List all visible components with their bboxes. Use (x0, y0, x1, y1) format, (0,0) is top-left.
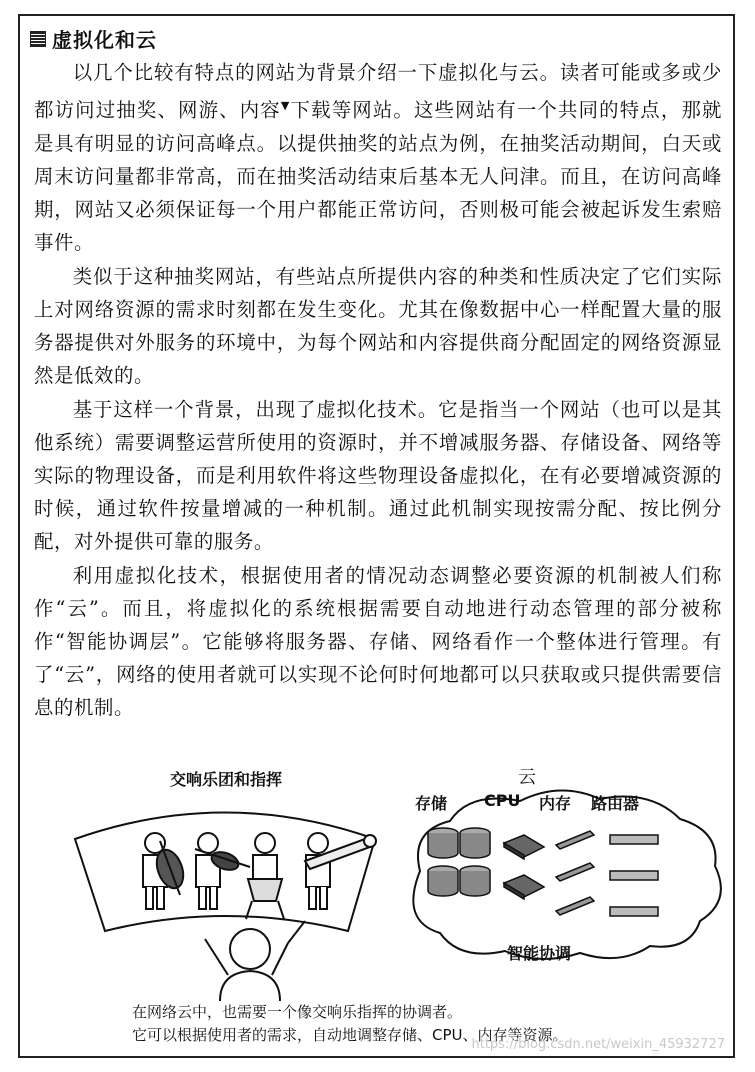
page-frame (18, 14, 735, 1058)
memory-label: 内存 (539, 794, 572, 813)
cloud-label: 云 (518, 767, 536, 788)
caption-line-1: 在网络云中，也需要一个像交响乐指挥的协调者。 (132, 1003, 463, 1021)
orchestration-label: 智能协调 (507, 944, 572, 963)
figure-orchestra-cloud (20, 761, 733, 1051)
conductor-icon (205, 921, 305, 1001)
hatched-square-icon (30, 31, 46, 47)
orchestra-label: 交响乐团和指挥 (170, 770, 283, 789)
body-text (34, 56, 722, 725)
cpu-label: CPU (484, 791, 521, 810)
footnote-triangle-icon: ▼ (280, 99, 291, 113)
paragraph-1-part-b: 下载等网站。这些网站有一个共同的特点，那就是具有明显的访问高峰点。以提供抽奖的站点为例，在抽奖活动期间，白天或周末访问量都非常高，而在抽奖活动结束后基本无人问津。而且，在访问高峰期，网站又必须保证每一个用户都能正常访问，否则极可能会被起诉发生索赔事件。 (34, 98, 723, 255)
router-label: 路由器 (591, 794, 640, 813)
paragraph-1-part-a: 以几个比较有特点的网站为背景介绍一下虚拟化与云。读者可能或多或少都访问过抽奖、网游、内容 (34, 61, 722, 122)
paragraph-3: 基于这样一个背景，出现了虚拟化技术。它是指当一个网站（也可以是其他系统）需要调整运营所使用的资源时，并不增减服务器、存储设备、网络等实际的物理设备，而是利用软件将这些物理设备虚拟化，在有必要增减资源的时候，通过软件按量增减的一种机制。通过此机制实现按需分配、按比例分配，对外提供可靠的服务。 (34, 397, 722, 554)
paragraph-1 (34, 56, 722, 260)
caption-line-2: 它可以根据使用者的需求，自动地调整存储、CPU、内存等资源。 (132, 1026, 568, 1044)
storage-label: 存储 (415, 794, 448, 813)
watermark: https://blog.csdn.net/weixin_45932727 (471, 1037, 725, 1052)
paragraph-4: 利用虚拟化技术，根据使用者的情况动态调整必要资源的机制被人们称作“云”。而且，将虚拟化的系统根据需要自动地进行动态管理的部分被称作“智能协调层”。它能够将服务器、存储、网络看作一个整体进行管理。有了“云”，网络的使用者就可以实现不论何时何地都可以只获取或只提供需要信息的机制。 (34, 563, 722, 720)
section-heading (30, 24, 157, 53)
section-title: 虚拟化和云 (52, 28, 157, 52)
paragraph-2: 类似于这种抽奖网站，有些站点所提供内容的种类和性质决定了它们实际上对网络资源的需求时刻都在发生变化。尤其在像数据中心一样配置大量的服务器提供对外服务的环境中，为每个网站和内容提供商分配固定的网络资源显然是低效的。 (34, 264, 722, 388)
